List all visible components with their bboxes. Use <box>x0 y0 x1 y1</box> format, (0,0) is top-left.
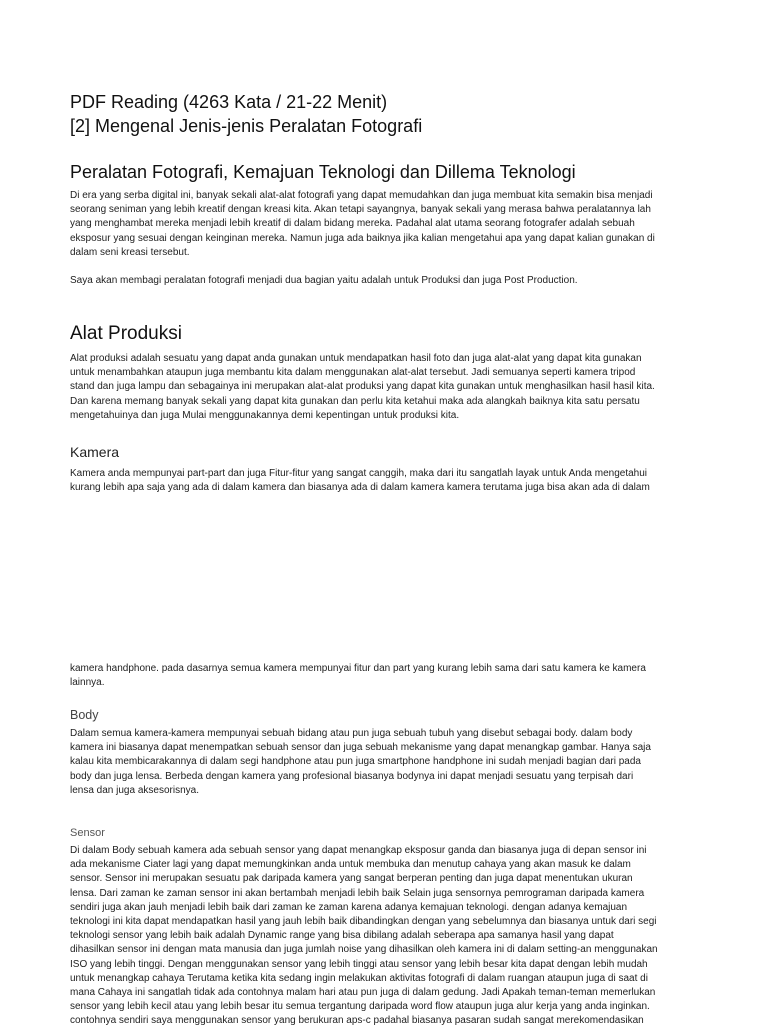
text-line: teknologi ini kita dapat mendapatkan hasil yang jauh lebih baik dibandingkan dengan yang sebelumnya dan biasanya untuk dari segi <box>70 916 657 928</box>
text-line: untuk menangkap cahaya Terutama ketika kita sedang ingin melakukan aktivitas fotografi di dalam ruangan ataupun juga di saat di <box>70 972 648 984</box>
heading-alat-produksi: Alat Produksi <box>70 323 182 344</box>
paragraph-kamera <box>70 467 710 495</box>
document-title <box>70 90 710 138</box>
text-line: sensor. Sensor ini merupakan sesuatu pak daripada kamera yang sangat berperan penting dan juga dapat menentukan ukuran <box>70 873 633 885</box>
text-line: Alat produksi adalah sesuatu yang dapat anda gunakan untuk mendapatkan hasil foto dan juga alat-alat yang dapat kita gunakan <box>70 353 642 364</box>
text-line: Dan karena memang banyak sekali yang dapat kita gunakan dan perlu kita ketahui maka ada alangkah baiknya kita satu persatu <box>70 395 640 407</box>
text-line: Di era yang serba digital ini, banyak sekali alat-alat fotografi yang dapat memudahkan dan juga membuat kita semakin bisa menjadi <box>70 190 653 201</box>
text-line: mengetahuinya dan juga Mulai menggunakannya demi kepentingan untuk produksi kita. <box>70 409 460 421</box>
text-line: kalau kita membicarakannya di dalam segi handphone atau pun juga smartphone handphone ini sudah menjadi bagian dari pada <box>70 756 641 768</box>
paragraph-kamera-2 <box>70 662 710 690</box>
text-line: Di dalam Body sebuah kamera ada sebuah sensor yang dapat menangkap eksposur ganda dan biasanya juga di depan sensor ini <box>70 845 647 856</box>
heading-sensor: Sensor <box>70 827 105 839</box>
text-line: body dan juga lensa. Berbeda dengan kamera yang profesional biasanya bodynya ini dapat menjadi sesuatu yang terpisah dari <box>70 770 634 782</box>
text-line: eksposur yang sesuai dengan keinginan mereka. Namun juga ada baiknya jika kalian mengetahui apa yang dapat kalian gunakan di <box>70 232 655 244</box>
paragraph-sensor <box>70 844 710 1029</box>
paragraph-body <box>70 727 710 798</box>
text-line: untuk menambahkan ataupun juga membantu kita dalam menggunakan alat-alat tersebut. Jadi semuanya seperti kamera tripod <box>70 367 636 379</box>
heading-kamera: Kamera <box>70 444 120 460</box>
text-line: lainnya. <box>70 677 105 689</box>
text-line: dihasilkan sensor ini dengan mata manusia dan juga jumlah noise yang dihasilkan oleh kamera ini di dalam setting-an menggunakan <box>70 944 658 956</box>
text-line: lensa. Dari zaman ke zaman sensor ini akan bertambah menjadi lebih baik Selain juga sensornya pemrograman daripada kamera <box>70 887 645 899</box>
paragraph-intro <box>70 189 710 260</box>
title-line: [2] Mengenal Jenis-jenis Peralatan Fotografi <box>70 116 423 136</box>
text-line: kamera handphone. pada dasarnya semua kamera mempunyai fitur dan part yang kurang lebih sama dari satu kamera ke kamera <box>70 663 646 674</box>
title-line: PDF Reading (4263 Kata / 21-22 Menit) <box>70 92 388 112</box>
text-line: kurang lebih apa saja yang ada di dalam kamera dan biasanya ada di dalam kamera kamera terutama juga bisa akan ada di dalam <box>70 482 650 494</box>
text-line: ada mekanisme Ciater lagi yang dapat memungkinkan anda untuk membuka dan menutup cahaya yang akan masuk ke dalam <box>70 859 631 871</box>
text-line: lensa dan juga aksesorisnya. <box>70 784 199 796</box>
text-line: stand dan juga lampu dan sebagainya ini merupakan alat-alat produksi yang dapat kita gunakan untuk menghasilkan hasil hasil kita. <box>70 381 655 393</box>
heading-intro: Peralatan Fotografi, Kemajuan Teknologi dan Dillema Teknologi <box>70 162 576 182</box>
text-line: sendiri juga akan jauh menjadi lebih baik dari zaman ke zaman karena adanya kemajuan teknologi. dengan adanya kemajuan <box>70 901 628 913</box>
text-line: Dalam semua kamera-kamera mempunyai sebuah bidang atau pun juga sebuah tubuh yang disebut sebagai body. dalam body <box>70 728 633 739</box>
text-line: contohnya sendiri saya menggunakan sensor yang berukuran aps-c padahal biasanya pasaran sudah sangat merekomendasikan <box>70 1015 644 1027</box>
text-line: yang menghambat mereka menjadi lebih kreatif di dalam bidang mereka. Padahal alat utama seorang fotografer adalah sebuah <box>70 218 635 230</box>
text-line: dalam seni kreasi tersebut. <box>70 246 190 258</box>
heading-body: Body <box>70 708 99 722</box>
text-line: mana Cahaya ini sangatlah tidak ada contohnya malam hari atau pun juga di dalam gedung. Jadi Apakah teman-teman memerlukan <box>70 987 656 999</box>
text-line: Saya akan membagi peralatan fotografi menjadi dua bagian yaitu adalah untuk Produksi dan juga Post Production. <box>70 275 578 286</box>
text-line: sensor yang lebih kecil atau yang lebih besar itu semua tergantung daripada word flow ataupun juga alur kerja yang anda inginkan. <box>70 1001 650 1013</box>
text-line: Kamera anda mempunyai part-part dan juga Fitur-fitur yang sangat canggih, maka dari itu sangatlah layak untuk Anda mengetahui <box>70 468 648 479</box>
paragraph-produksi <box>70 352 710 423</box>
paragraph-intro-2 <box>70 274 710 288</box>
text-line: kamera ini biasanya dapat menempatkan sebuah sensor dan juga sebuah mekanisme yang dapat menangkap gambar. Hanya saja <box>70 742 651 754</box>
text-line: teknologi sensor yang lebih baik adalah Dynamic range yang bisa dibilang adalah seberapa apa samanya hasil yang dapat <box>70 930 614 942</box>
text-line: ISO yang lebih tinggi. Dengan menggunakan sensor yang lebih tinggi atau sensor yang lebih besar kita dapat dengan lebih mudah <box>70 958 648 970</box>
text-line: seorang seniman yang lebih kreatif dengan kreasi kita. Akan tetapi sayangnya, banyak sekali yang merasa bahwa peralatannya lah <box>70 204 651 216</box>
